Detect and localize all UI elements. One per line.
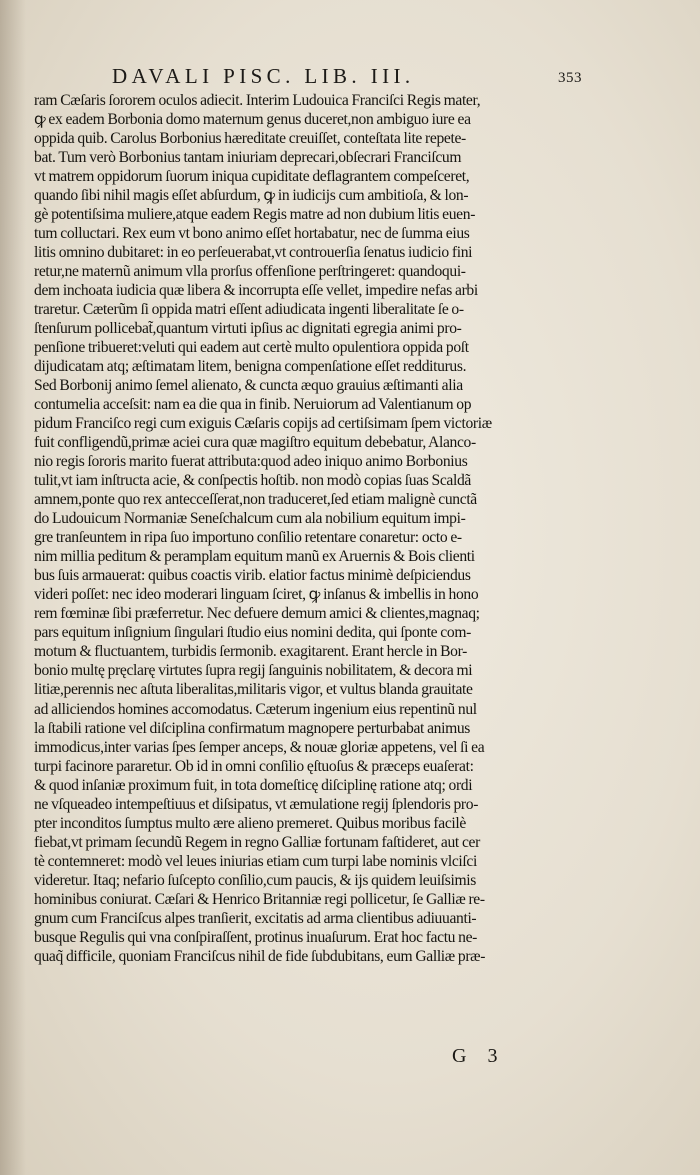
text-line: gè potentiſsima muliere,atque eadem Regis matre ad non dubium litis euen- [34,206,476,224]
text-line: videretur. Itaq; nefario ſuſcepto conſilio,cum paucis, & ijs quidem leuiſsimis [34,871,476,889]
text-line: pidum Franciſco regi cum exiguis Cæſaris copijs ad certiſsimam ſpem victoriæ [34,415,492,433]
text-line: hominibus coniurat. Cæſari & Henrico Britanniæ regi pollicetur, ſe Galliæ re- [34,890,485,908]
text-line: retur,ne maternũ animum vlla prorſus offenſione perſtringeret: quandoqui- [34,263,466,281]
text-line: tulit,vt iam inſtructa acie, & conſpectis hoſtib. non modò copias ſuas Scaldã [34,472,471,490]
text-line: oppida quib. Carolus Borbonius hæreditate creuiſſet, conteſtata lite repete- [34,130,466,148]
text-line: traretur. Cæterũm ſi oppida matri eſſent adiudicata ingenti liberalitate ſe o- [34,301,464,319]
text-line: quando ſibi nihil magis eſſet abſurdum, ꝙ in iudicijs cum ambitioſa, & lon- [34,187,469,205]
text-block [34,91,580,966]
text-line: vt matrem oppidorum ſuorum iniqua cupiditate deflagrantem compeſceret, [34,168,470,186]
text-line: rem fœminæ ſibi præferretur. Nec defuere demum amici & clientes,magnaq; [34,605,480,623]
text-line: Sed Borbonij animo ſemel alienato, & cuncta æquo grauius æſtimanti alia [34,377,463,395]
text-line: videri poſſet: nec ideo moderari linguam ſciret, ꝙ inſanus & imbellis in hono [34,586,479,604]
text-line: amnem,ponte quo rex antecceſſerat,non traduceret,ſed etiam malignè cunctã [34,491,477,509]
page-number: 353 [558,70,582,86]
text-line: tè contemneret: modò vel leues iniurias etiam cum turpi labe nominis vlciſci [34,852,477,870]
signature-mark: G 3 [452,1045,506,1067]
text-line: nio regis ſororis marito fuerat attributa:quod adeo iniquo animo Borbonius [34,453,468,471]
text-line: pars equitum inſignium ſingulari ſtudio eius nomini dedita, qui ſponte com- [34,624,471,642]
text-line: ram Cæſaris ſororem oculos adiecit. Interim Ludouica Franciſci Regis mater, [34,92,481,109]
text-line: litiæ,perennis nec aſtuta liberalitas,militaris vigor, et vultus blanda grauitate [34,681,473,699]
text-line: bat. Tum verò Borbonius tantam iniuriam deprecari,obſecrari Franciſcum [34,149,462,167]
text-line: contumelia acceſsit: nam ea die qua in finib. Neruiorum ad Valentianum op [34,396,472,414]
text-line: ꝙ ex eadem Borbonia domo maternum genus duceret,non ambiguo iure ea [34,111,471,129]
text-line: ne vſqueadeo intempeſtiuus et diſsipatus, vt æmulatione regij ſplendoris pro- [34,795,479,813]
text-line: gre tranſeuntem in ripa ſuo importuno conſilio retentare conaretur: octo e- [34,529,462,547]
text-line: fuit confligendũ,primæ aciei cura quæ magiſtro equitum debebatur, Alanco- [34,434,476,452]
text-line: bonio multę pręclarę virtutes ſupra regij ſanguinis nobilitatem, & decora mi [34,662,473,680]
text-line: & quod inſaniæ proximum fuit, in tota domeſticę diſciplinę ratione atq; ordi [34,776,473,794]
text-line: dem inchoata iudicia quæ libera & incorrupta eſſe vellet, impedire nefas arbi [34,282,478,300]
text-line: penſione tribueret:veluti qui eadem aut certè multo opulentiora oppida poſt [34,339,469,357]
running-title: DAVALI PISC. LIB. III. [112,64,415,88]
binding-gutter-shadow [0,0,26,1175]
text-line: litis omnino dubitaret: in eo perſeuerabat,vt controuerſia ſenatus iudicio fini [34,244,473,262]
text-line: tum colluctari. Rex eum vt bono animo eſſet hortabatur, nec de ſumma eius [34,225,470,243]
text-line: fiebat,vt primam ſecundũ Regem in regno Galliæ fortunam faſtideret, aut cer [34,833,480,851]
running-head [112,64,582,90]
text-line: ad alliciendos homines accomodatus. Cæterum ingenium eius repentinũ nul [34,700,477,718]
text-line: immodicus,inter varias ſpes ſemper anceps, & nouæ gloriæ appetens, vel ſi ea [34,738,485,756]
text-line: quaq̃ difficile, quoniam Franciſcus nihil de fide ſubdubitans, eum Galliæ præ- [34,947,486,965]
text-line: pter inconditos ſumptus multo ære alieno premeret. Quibus moribus facilè [34,814,466,832]
text-line: dijudicatam atq; æſtimatam litem, benigna compenſatione eſſet redditurus. [34,358,467,376]
text-line: gnum cum Franciſcus alpes tranſierit, excitatis ad arma clientibus adiuuanti- [34,909,477,927]
text-line: ſtenſurum pollicebat̃,quantum virtuti ipſius ac dignitati egregia animi pro- [34,320,462,338]
text-line: busque Regulis qui vna conſpiraſſent, protinus inuaſurum. Erat hoc factu ne- [34,928,478,946]
text-line: motum & fluctuantem, turbidis ſermonib. exagitarent. Erant hercle in Bor- [34,643,467,661]
text-line: la ſtabili ratione vel diſciplina confirmatum magnopere perturbabat animus [34,719,471,737]
text-line: nim millia peditum & peramplam equitum manũ ex Aruernis & Bois clienti [34,548,475,566]
text-line: do Ludouicum Normaniæ Seneſchalcum cum ala nobilium equitum impi- [34,510,466,528]
text-line: bus ſuis armauerat: quibus coactis virib. elatior factus minimè deſpiciendus [34,567,471,585]
text-line: turpi facinore pararetur. Ob id in omni conſilio ęſtuoſus & præceps euaſerat: [34,757,474,775]
